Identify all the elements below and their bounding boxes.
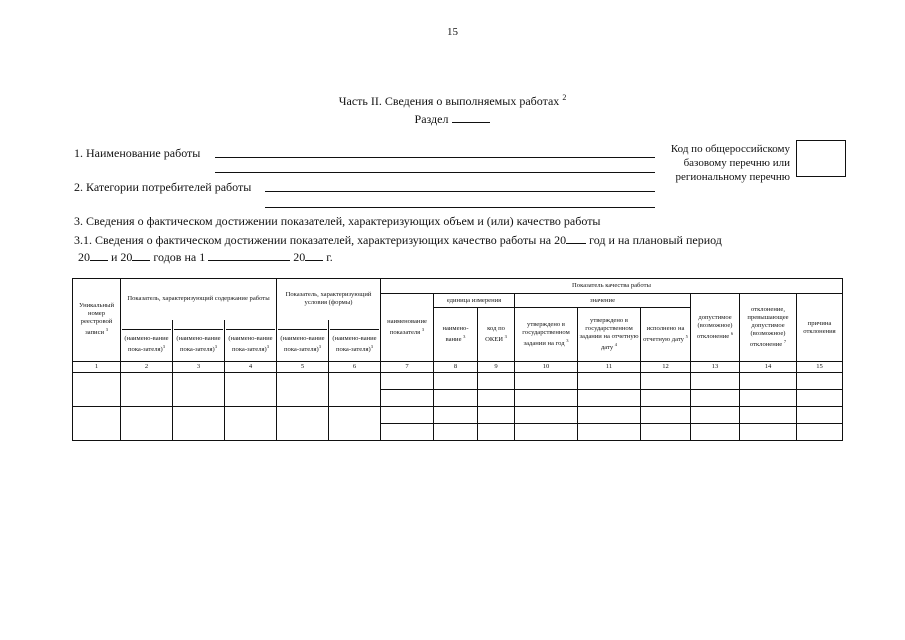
cell[interactable]: [641, 390, 691, 407]
date-blank[interactable]: [208, 250, 290, 261]
h-value: значение: [515, 294, 691, 308]
cell[interactable]: [381, 407, 434, 424]
col-num-9: 9: [478, 362, 515, 373]
cell[interactable]: [329, 373, 381, 407]
cell[interactable]: [329, 407, 381, 441]
cell[interactable]: [173, 407, 225, 441]
cell[interactable]: [797, 407, 843, 424]
item31-text-e: годов на 1: [153, 250, 206, 264]
razdel-row: [0, 112, 905, 127]
cell[interactable]: [121, 407, 173, 441]
col-num-13: 13: [691, 362, 740, 373]
razdel-blank[interactable]: [452, 112, 490, 123]
cell[interactable]: [797, 390, 843, 407]
item31-line2: [78, 250, 333, 265]
item31-line1: [74, 233, 722, 248]
cell[interactable]: [740, 390, 797, 407]
cell[interactable]: [434, 407, 478, 424]
cell[interactable]: [434, 424, 478, 441]
title-text: Часть II. Сведения о выполняемых работах: [338, 94, 560, 108]
cell[interactable]: [797, 373, 843, 390]
razdel-label: Раздел: [414, 112, 449, 126]
h-reason: причина отклонения: [797, 294, 843, 362]
sub-col-2: (наимено-вание пока-зателя)$^3$: [121, 320, 173, 362]
cell[interactable]: [73, 373, 121, 407]
kod-line-1: Код по общероссийскому: [670, 143, 790, 155]
kod-box[interactable]: [796, 140, 846, 177]
year-blank-2[interactable]: [90, 250, 108, 261]
item31-text-g: г.: [326, 250, 333, 264]
cell[interactable]: [515, 407, 578, 424]
cell[interactable]: [434, 390, 478, 407]
h-conditions: Показатель, характеризующий условия (формы): [277, 279, 381, 320]
year-blank-4[interactable]: [305, 250, 323, 261]
item31-text-c: 20: [78, 250, 90, 264]
col-num-5: 5: [277, 362, 329, 373]
cell[interactable]: [478, 390, 515, 407]
cell[interactable]: [515, 390, 578, 407]
cell[interactable]: [381, 390, 434, 407]
item2-line2[interactable]: [265, 207, 655, 208]
h-unique: Уникальный номер реестровой записи $^3$: [73, 279, 121, 362]
sub-col-5: (наимено-вание пока-зателя)$^3$: [277, 320, 329, 362]
title-footnote: 2: [562, 93, 567, 102]
h-okei: код по ОКЕИ $^3$: [478, 308, 515, 362]
cell[interactable]: [691, 373, 740, 390]
cell[interactable]: [578, 424, 641, 441]
cell[interactable]: [515, 373, 578, 390]
item2-line[interactable]: [265, 191, 655, 192]
cell[interactable]: [225, 407, 277, 441]
col-num-2: 2: [121, 362, 173, 373]
cell[interactable]: [691, 424, 740, 441]
h-approved-date: утверждено в государственном задании на отчетную дату $^4$: [578, 308, 641, 362]
kod-label: [660, 142, 790, 184]
col-num-10: 10: [515, 362, 578, 373]
cell[interactable]: [73, 407, 121, 441]
year-blank-1[interactable]: [566, 233, 586, 244]
cell[interactable]: [691, 390, 740, 407]
item1-line[interactable]: [215, 157, 655, 158]
page-number: 15: [447, 26, 458, 38]
cell[interactable]: [578, 373, 641, 390]
item31-text-b: год и на плановый период: [589, 233, 722, 247]
year-blank-3[interactable]: [132, 250, 150, 261]
col-num-14: 14: [740, 362, 797, 373]
cell[interactable]: [578, 390, 641, 407]
cell[interactable]: [478, 407, 515, 424]
col-num-1: 1: [73, 362, 121, 373]
h-unit-name: наимено-вание $^3$: [434, 308, 478, 362]
cell[interactable]: [691, 407, 740, 424]
sub-col-3: (наимено-вание пока-зателя)$^3$: [173, 320, 225, 362]
h-exceeding: отклонение, превышающее допустимое (возможное) отклонение $^7$: [740, 294, 797, 362]
item2-label: 2. Категории потребителей работы: [74, 180, 252, 194]
cell[interactable]: [381, 424, 434, 441]
cell[interactable]: [641, 407, 691, 424]
sub-col-4: (наимено-вание пока-зателя)$^3$: [225, 320, 277, 362]
item1-label: 1. Наименование работы: [74, 146, 201, 160]
cell[interactable]: [173, 373, 225, 407]
item3-label: 3. Сведения о фактическом достижении показателей, характеризующих объем и (или) качество работы: [74, 214, 601, 228]
col-num-11: 11: [578, 362, 641, 373]
col-num-12: 12: [641, 362, 691, 373]
cell[interactable]: [641, 424, 691, 441]
cell[interactable]: [641, 373, 691, 390]
col-num-6: 6: [329, 362, 381, 373]
col-num-3: 3: [173, 362, 225, 373]
cell[interactable]: [478, 373, 515, 390]
item31-text-a: 3.1. Сведения о фактическом достижении показателей, характеризующих качество работы на 20: [74, 233, 567, 247]
col-num-4: 4: [225, 362, 277, 373]
cell[interactable]: [225, 373, 277, 407]
h-executed: исполнено на отчетную дату $^5$: [641, 308, 691, 362]
col-num-15: 15: [797, 362, 843, 373]
sub-col-6: (наимено-вание пока-зателя)$^3$: [329, 320, 381, 362]
h-allowed: допустимое (возможное) отклонение $^6$: [691, 294, 740, 362]
page-title: [0, 93, 905, 109]
item31-text-f: 20: [293, 250, 306, 264]
col-num-7: 7: [381, 362, 434, 373]
h-approved-year: утверждено в государственном задании на год $^3$: [515, 308, 578, 362]
cell[interactable]: [277, 373, 329, 407]
item1-line2[interactable]: [215, 172, 655, 173]
quality-table: [72, 278, 843, 441]
cell[interactable]: [277, 407, 329, 441]
cell[interactable]: [797, 424, 843, 441]
h-unit: единица измерения: [434, 294, 515, 308]
kod-line-3: региональному перечню: [675, 171, 790, 183]
h-quality: Показатель качества работы: [381, 279, 843, 294]
item31-text-d: и 20: [111, 250, 133, 264]
cell[interactable]: [740, 407, 797, 424]
cell[interactable]: [434, 373, 478, 390]
cell[interactable]: [740, 373, 797, 390]
cell[interactable]: [478, 424, 515, 441]
kod-line-2: базовому перечню или: [683, 157, 790, 169]
cell[interactable]: [121, 373, 173, 407]
cell[interactable]: [740, 424, 797, 441]
h-content: Показатель, характеризующий содержание работы: [121, 279, 277, 320]
cell[interactable]: [381, 373, 434, 390]
cell[interactable]: [578, 407, 641, 424]
cell[interactable]: [515, 424, 578, 441]
col-num-8: 8: [434, 362, 478, 373]
h-indicator-name: наименование показателя $^3$: [381, 294, 434, 362]
